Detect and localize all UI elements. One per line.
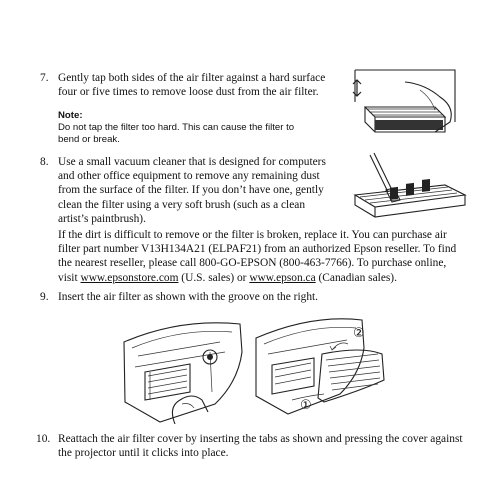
attach-cover-illustration [252,310,387,418]
insert-filter-illustration [120,312,245,424]
note-title: Note: [58,110,83,121]
step-7-number: 7. [40,72,49,84]
step-7-note [58,110,310,145]
step-9-text: Insert the air filter as shown with the groove on the right. [58,291,319,303]
callout-1: ① [300,398,312,413]
para-text-3: (Canadian sales). [315,271,397,284]
step-10-number: 10. [36,433,51,445]
step-10-text: Reattach the air filter cover by inserting the tabs as shown and pressing the cover against the projector until it clicks into place. [58,433,463,460]
para-text-1: If the dirt is difficult to remove or the filter is broken, replace it. You can purchase air filter part number V13H134A21 (ELPAF21) from an authorized Epson reseller. To find the nearest reseller, please call 800-GO-EPSON (800-463-7766). To purchase online, visit [58,229,457,284]
step-8-number: 8. [40,156,49,168]
epsonstore-link[interactable]: www.epsonstore.com [80,271,179,284]
epson-ca-link[interactable]: www.epson.ca [249,271,316,284]
replacement-paragraph [58,228,468,285]
para-text-2: (U.S. sales) or [178,271,250,284]
tap-filter-illustration [345,62,465,142]
callout-2: ② [353,326,365,341]
note-text: Do not tap the filter too hard. This can cause the filter to bend or break. [58,121,295,145]
step-7-text: Gently tap both sides of the air filter against a hard surface four or five times to remove loose dust from the air filter. [58,72,326,99]
step-8-text: Use a small vacuum cleaner that is designed for computers and other office equipment to remove any remaining dust from the surface of the filter. If you don’t have one, gently clean the filter using a very soft brush (such as a clean artist’s paintbrush). [58,156,326,225]
step-9-number: 9. [40,291,49,303]
brush-filter-illustration [340,150,470,220]
